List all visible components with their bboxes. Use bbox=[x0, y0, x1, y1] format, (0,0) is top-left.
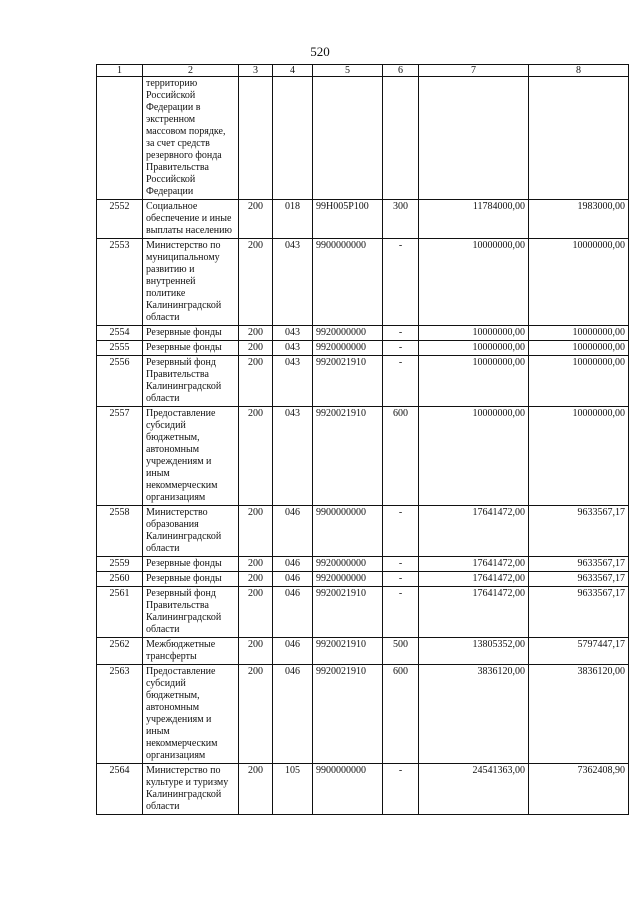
code-col3: 200 bbox=[239, 326, 273, 341]
table-row bbox=[97, 665, 629, 764]
amount-col8: 5797447,17 bbox=[529, 638, 629, 665]
row-number: 2555 bbox=[97, 341, 143, 356]
code-col4: 043 bbox=[273, 341, 313, 356]
column-header: 7 bbox=[419, 65, 529, 77]
code-col4: 043 bbox=[273, 326, 313, 341]
item-name: Министерство по муниципальному развитию и внутренней политике Калининградской области bbox=[143, 239, 239, 326]
row-number: 2557 bbox=[97, 407, 143, 506]
table-row bbox=[97, 506, 629, 557]
code-col5: 9900000000 bbox=[313, 506, 383, 557]
code-col5: 9900000000 bbox=[313, 764, 383, 815]
row-number: 2560 bbox=[97, 572, 143, 587]
code-col4: 046 bbox=[273, 587, 313, 638]
item-name: Резервный фонд Правительства Калининградской области bbox=[143, 587, 239, 638]
code-col5: 9920021910 bbox=[313, 638, 383, 665]
code-col4: 018 bbox=[273, 200, 313, 239]
code-col6: - bbox=[383, 239, 419, 326]
code-col6: - bbox=[383, 356, 419, 407]
code-col6: - bbox=[383, 572, 419, 587]
row-number: 2563 bbox=[97, 665, 143, 764]
amount-col8: 10000000,00 bbox=[529, 326, 629, 341]
code-col4: 043 bbox=[273, 356, 313, 407]
code-col3: 200 bbox=[239, 341, 273, 356]
table-row bbox=[97, 764, 629, 815]
code-col5: 9920000000 bbox=[313, 557, 383, 572]
code-col6: 500 bbox=[383, 638, 419, 665]
code-col5 bbox=[313, 77, 383, 200]
code-col6: - bbox=[383, 557, 419, 572]
code-col6 bbox=[383, 77, 419, 200]
amount-col7: 13805352,00 bbox=[419, 638, 529, 665]
table-row bbox=[97, 77, 629, 200]
row-number: 2554 bbox=[97, 326, 143, 341]
code-col5: 9920000000 bbox=[313, 341, 383, 356]
code-col3: 200 bbox=[239, 506, 273, 557]
code-col4: 046 bbox=[273, 638, 313, 665]
code-col4: 046 bbox=[273, 506, 313, 557]
column-header: 1 bbox=[97, 65, 143, 77]
table-row bbox=[97, 557, 629, 572]
item-name: Предоставление субсидий бюджетным, автономным учреждениям и иным некоммерческим организациям bbox=[143, 665, 239, 764]
amount-col8: 9633567,17 bbox=[529, 557, 629, 572]
row-number: 2559 bbox=[97, 557, 143, 572]
amount-col8: 9633567,17 bbox=[529, 572, 629, 587]
row-number: 2552 bbox=[97, 200, 143, 239]
code-col6: - bbox=[383, 326, 419, 341]
amount-col7: 24541363,00 bbox=[419, 764, 529, 815]
code-col5: 9920021910 bbox=[313, 665, 383, 764]
table-row bbox=[97, 200, 629, 239]
budget-table bbox=[96, 64, 629, 815]
code-col3: 200 bbox=[239, 638, 273, 665]
row-number: 2564 bbox=[97, 764, 143, 815]
item-name: Межбюджетные трансферты bbox=[143, 638, 239, 665]
amount-col8: 10000000,00 bbox=[529, 341, 629, 356]
code-col4: 046 bbox=[273, 665, 313, 764]
code-col6: 600 bbox=[383, 407, 419, 506]
item-name: Предоставление субсидий бюджетным, автономным учреждениям и иным некоммерческим организациям bbox=[143, 407, 239, 506]
amount-col7: 3836120,00 bbox=[419, 665, 529, 764]
amount-col7: 10000000,00 bbox=[419, 341, 529, 356]
code-col4 bbox=[273, 77, 313, 200]
table-row bbox=[97, 407, 629, 506]
table-row bbox=[97, 239, 629, 326]
amount-col7: 17641472,00 bbox=[419, 587, 529, 638]
amount-col8: 1983000,00 bbox=[529, 200, 629, 239]
table-row bbox=[97, 572, 629, 587]
code-col5: 99Н005Р100 bbox=[313, 200, 383, 239]
amount-col8: 10000000,00 bbox=[529, 239, 629, 326]
code-col6: - bbox=[383, 764, 419, 815]
row-number: 2556 bbox=[97, 356, 143, 407]
item-name: Резервные фонды bbox=[143, 341, 239, 356]
code-col3 bbox=[239, 77, 273, 200]
amount-col8: 7362408,90 bbox=[529, 764, 629, 815]
code-col3: 200 bbox=[239, 665, 273, 764]
code-col5: 9920000000 bbox=[313, 326, 383, 341]
amount-col7: 17641472,00 bbox=[419, 506, 529, 557]
column-header: 8 bbox=[529, 65, 629, 77]
code-col4: 043 bbox=[273, 239, 313, 326]
code-col3: 200 bbox=[239, 572, 273, 587]
table-row bbox=[97, 587, 629, 638]
column-header: 2 bbox=[143, 65, 239, 77]
item-name: Резервные фонды bbox=[143, 572, 239, 587]
item-name: Резервные фонды bbox=[143, 326, 239, 341]
amount-col7: 17641472,00 bbox=[419, 572, 529, 587]
code-col4: 105 bbox=[273, 764, 313, 815]
code-col3: 200 bbox=[239, 587, 273, 638]
amount-col8: 3836120,00 bbox=[529, 665, 629, 764]
row-number: 2561 bbox=[97, 587, 143, 638]
code-col3: 200 bbox=[239, 200, 273, 239]
code-col6: - bbox=[383, 587, 419, 638]
amount-col7: 10000000,00 bbox=[419, 326, 529, 341]
amount-col7: 10000000,00 bbox=[419, 407, 529, 506]
amount-col8: 10000000,00 bbox=[529, 356, 629, 407]
table-row bbox=[97, 326, 629, 341]
amount-col8: 9633567,17 bbox=[529, 506, 629, 557]
code-col3: 200 bbox=[239, 407, 273, 506]
code-col3: 200 bbox=[239, 356, 273, 407]
column-header: 6 bbox=[383, 65, 419, 77]
amount-col7: 10000000,00 bbox=[419, 239, 529, 326]
page-number: 520 bbox=[310, 44, 330, 59]
amount-col7: 17641472,00 bbox=[419, 557, 529, 572]
header-row bbox=[97, 65, 629, 77]
column-header: 3 bbox=[239, 65, 273, 77]
item-name: Министерство образования Калининградской области bbox=[143, 506, 239, 557]
item-name: Социальное обеспечение и иные выплаты населению bbox=[143, 200, 239, 239]
column-header: 4 bbox=[273, 65, 313, 77]
table-row bbox=[97, 356, 629, 407]
code-col5: 9920021910 bbox=[313, 407, 383, 506]
code-col5: 9920021910 bbox=[313, 587, 383, 638]
row-number bbox=[97, 77, 143, 200]
code-col5: 9920000000 bbox=[313, 572, 383, 587]
column-header: 5 bbox=[313, 65, 383, 77]
table-row bbox=[97, 341, 629, 356]
row-number: 2558 bbox=[97, 506, 143, 557]
code-col3: 200 bbox=[239, 239, 273, 326]
code-col4: 046 bbox=[273, 557, 313, 572]
item-name: Резервный фонд Правительства Калининградской области bbox=[143, 356, 239, 407]
code-col6: 600 bbox=[383, 665, 419, 764]
amount-col7: 10000000,00 bbox=[419, 356, 529, 407]
table-row bbox=[97, 638, 629, 665]
code-col3: 200 bbox=[239, 557, 273, 572]
amount-col7 bbox=[419, 77, 529, 200]
code-col4: 043 bbox=[273, 407, 313, 506]
amount-col8 bbox=[529, 77, 629, 200]
item-name: территорию Российской Федерации в экстренном массовом порядке, за счет средств резервного фонда Правительства Российской Федерации bbox=[143, 77, 239, 200]
code-col3: 200 bbox=[239, 764, 273, 815]
item-name: Министерство по культуре и туризму Калининградской области bbox=[143, 764, 239, 815]
item-name: Резервные фонды bbox=[143, 557, 239, 572]
row-number: 2562 bbox=[97, 638, 143, 665]
amount-col8: 9633567,17 bbox=[529, 587, 629, 638]
code-col4: 046 bbox=[273, 572, 313, 587]
code-col5: 9900000000 bbox=[313, 239, 383, 326]
code-col5: 9920021910 bbox=[313, 356, 383, 407]
code-col6: - bbox=[383, 506, 419, 557]
code-col6: 300 bbox=[383, 200, 419, 239]
row-number: 2553 bbox=[97, 239, 143, 326]
amount-col7: 11784000,00 bbox=[419, 200, 529, 239]
amount-col8: 10000000,00 bbox=[529, 407, 629, 506]
code-col6: - bbox=[383, 341, 419, 356]
